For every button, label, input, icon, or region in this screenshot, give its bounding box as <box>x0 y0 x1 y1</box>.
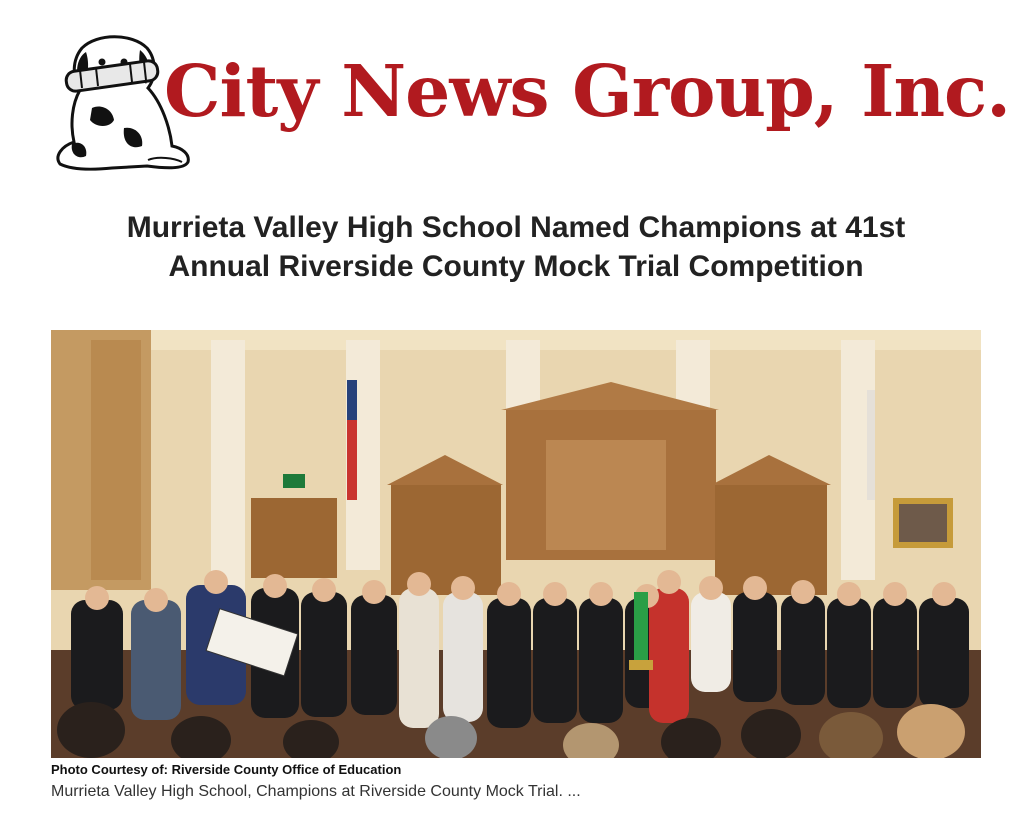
article-headline <box>60 208 972 286</box>
photo-credit-label: Photo Courtesy of: <box>51 762 168 777</box>
photo-credit <box>51 762 401 777</box>
masthead <box>52 28 1011 174</box>
photo-caption: Murrieta Valley High School, Champions at Riverside County Mock Trial. ... <box>51 783 581 800</box>
headline-line-1: Murrieta Valley High School Named Champions at 41st <box>126 211 906 244</box>
courtroom-group-photo <box>51 330 981 758</box>
headline-line-2: Annual Riverside County Mock Trial Competition <box>168 250 864 283</box>
article-photo <box>51 330 981 758</box>
photo-credit-value: Riverside County Office of Education <box>171 762 402 777</box>
brand-name[interactable]: City News Group, Inc. <box>164 49 1011 133</box>
